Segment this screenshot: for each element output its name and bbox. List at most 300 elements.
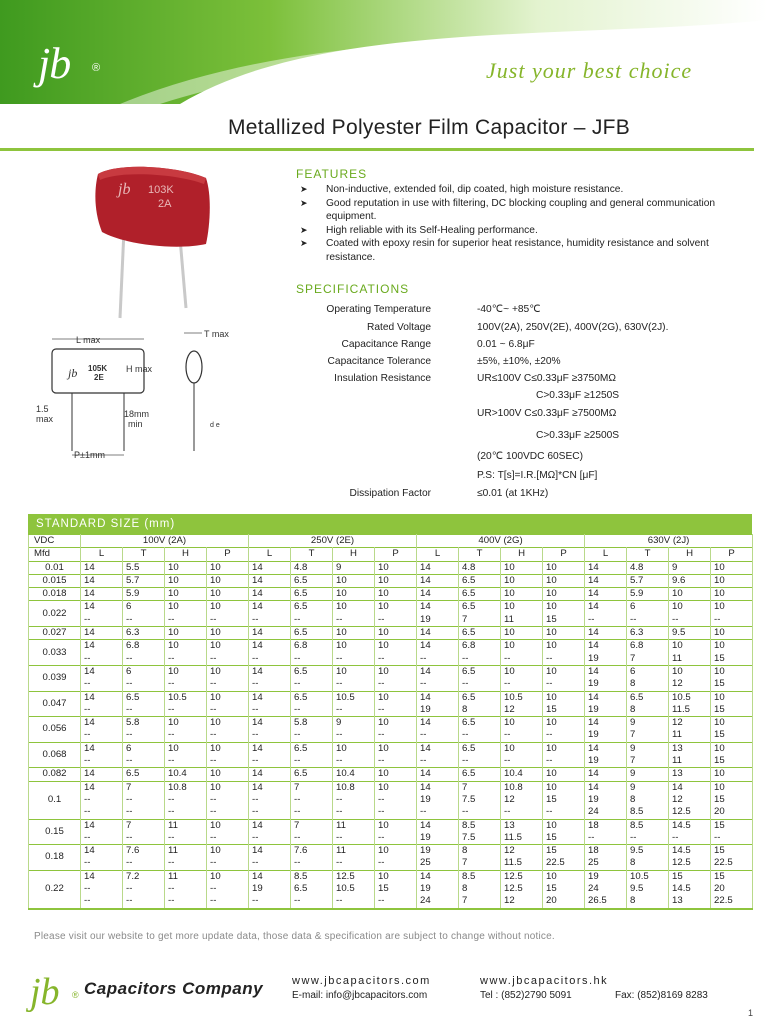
column-header: H bbox=[501, 548, 543, 561]
table-cell: 10 bbox=[375, 665, 417, 678]
table-cell: -- bbox=[333, 729, 375, 742]
table-cell: 9 bbox=[627, 781, 669, 794]
table-cell: 10 bbox=[165, 665, 207, 678]
table-cell: 6.5 bbox=[459, 717, 501, 730]
size-data-table bbox=[28, 534, 753, 910]
table-cell: 10.4 bbox=[501, 768, 543, 781]
table-cell: 6.5 bbox=[459, 691, 501, 704]
table-cell: -- bbox=[81, 729, 123, 742]
table-cell: -- bbox=[291, 729, 333, 742]
table-cell: 6.5 bbox=[291, 691, 333, 704]
capacitance-cell: 0.082 bbox=[29, 768, 81, 781]
table-cell: -- bbox=[165, 794, 207, 806]
table-cell: -- bbox=[585, 832, 627, 845]
table-cell: 6 bbox=[123, 601, 165, 614]
table-cell: 8.5 bbox=[627, 819, 669, 832]
table-cell: 14 bbox=[417, 601, 459, 614]
table-cell: 9.5 bbox=[627, 845, 669, 858]
table-cell: -- bbox=[627, 614, 669, 627]
table-cell: 14 bbox=[585, 717, 627, 730]
table-cell: 14.5 bbox=[669, 845, 711, 858]
table-cell: -- bbox=[711, 832, 753, 845]
table-cell: 10 bbox=[375, 845, 417, 858]
table-cell: 8.5 bbox=[627, 806, 669, 819]
table-cell: -- bbox=[543, 806, 585, 819]
table-cell: 10.4 bbox=[165, 768, 207, 781]
table-cell: 15 bbox=[543, 794, 585, 806]
table-cell: 14 bbox=[417, 640, 459, 653]
table-cell: -- bbox=[333, 895, 375, 908]
table-cell: 13 bbox=[669, 742, 711, 755]
table-cell: 10 bbox=[669, 588, 711, 601]
table-row bbox=[29, 768, 753, 781]
table-cell: 11 bbox=[669, 729, 711, 742]
table-row bbox=[29, 561, 753, 574]
table-cell: 10 bbox=[207, 845, 249, 858]
table-cell: -- bbox=[207, 653, 249, 666]
table-cell: 12.5 bbox=[669, 857, 711, 870]
table-cell: -- bbox=[249, 704, 291, 717]
table-cell: 22.5 bbox=[543, 857, 585, 870]
table-cell: 8 bbox=[459, 704, 501, 717]
table-cell: 6.5 bbox=[459, 742, 501, 755]
table-cell: 24 bbox=[585, 806, 627, 819]
table-cell: 12 bbox=[501, 845, 543, 858]
table-cell: 14 bbox=[417, 561, 459, 574]
table-cell: 9 bbox=[333, 561, 375, 574]
column-header: H bbox=[669, 548, 711, 561]
table-cell: 9 bbox=[627, 717, 669, 730]
table-cell: 4.8 bbox=[627, 561, 669, 574]
website-link-hk[interactable]: www.jbcapacitors.hk bbox=[480, 975, 609, 987]
table-cell: 10 bbox=[543, 768, 585, 781]
table-cell: 7 bbox=[291, 819, 333, 832]
table-cell: -- bbox=[81, 883, 123, 895]
table-cell: -- bbox=[543, 755, 585, 768]
table-cell: 14 bbox=[249, 627, 291, 640]
table-cell: 19 bbox=[417, 614, 459, 627]
table-cell: -- bbox=[459, 678, 501, 691]
table-cell: -- bbox=[501, 653, 543, 666]
capacitance-cell: 0.027 bbox=[29, 627, 81, 640]
table-cell: -- bbox=[375, 794, 417, 806]
table-cell: -- bbox=[417, 653, 459, 666]
table-cell: 19 bbox=[417, 845, 459, 858]
table-cell: 14 bbox=[81, 691, 123, 704]
table-cell: 14 bbox=[585, 665, 627, 678]
table-row bbox=[29, 806, 753, 819]
table-cell: 10.8 bbox=[333, 781, 375, 794]
table-cell: -- bbox=[543, 729, 585, 742]
table-cell: 24 bbox=[585, 883, 627, 895]
table-cell: 6.5 bbox=[291, 883, 333, 895]
table-cell: 14 bbox=[249, 781, 291, 794]
table-cell: 10 bbox=[165, 588, 207, 601]
spec-row-dissipation: Dissipation Factor ≤0.01 (at 1KHz) bbox=[349, 488, 549, 499]
table-cell: 4.8 bbox=[459, 561, 501, 574]
brand-logo: jb bbox=[38, 39, 71, 88]
column-header: T bbox=[627, 548, 669, 561]
table-cell: 4.8 bbox=[291, 561, 333, 574]
table-cell: 7.6 bbox=[291, 845, 333, 858]
table-cell: 10 bbox=[501, 717, 543, 730]
table-cell: 9 bbox=[669, 561, 711, 574]
capacitor-brand: jb bbox=[118, 181, 131, 198]
table-cell: 14 bbox=[81, 588, 123, 601]
table-cell: -- bbox=[501, 678, 543, 691]
capacitance-cell: 0.22 bbox=[29, 870, 81, 908]
table-cell: 8.5 bbox=[459, 819, 501, 832]
table-cell: 6 bbox=[627, 601, 669, 614]
table-cell: 10 bbox=[711, 742, 753, 755]
table-cell: 8 bbox=[627, 704, 669, 717]
table-cell: -- bbox=[291, 857, 333, 870]
capacitance-cell: 0.1 bbox=[29, 781, 81, 819]
table-cell: 14 bbox=[417, 870, 459, 883]
t-max-label: T max bbox=[204, 329, 229, 339]
table-cell: 14 bbox=[249, 691, 291, 704]
table-cell: 14 bbox=[417, 665, 459, 678]
table-cell: -- bbox=[123, 653, 165, 666]
table-cell: -- bbox=[123, 614, 165, 627]
table-cell: 9.5 bbox=[669, 627, 711, 640]
capacitor-code: 103K bbox=[148, 184, 174, 196]
table-cell: 11.5 bbox=[501, 857, 543, 870]
table-cell: -- bbox=[165, 704, 207, 717]
table-cell: -- bbox=[291, 832, 333, 845]
table-cell: 10 bbox=[333, 601, 375, 614]
spec-row-capacitance-range: Capacitance Range 0.01 ~ 6.8μF bbox=[341, 339, 535, 350]
table-cell: 10 bbox=[669, 601, 711, 614]
table-cell: -- bbox=[249, 729, 291, 742]
table-cell: -- bbox=[417, 755, 459, 768]
table-cell: 10 bbox=[375, 768, 417, 781]
table-cell: -- bbox=[207, 704, 249, 717]
table-cell: -- bbox=[123, 857, 165, 870]
capacitance-cell: 0.047 bbox=[29, 691, 81, 717]
table-cell: -- bbox=[249, 614, 291, 627]
table-cell: 10 bbox=[207, 561, 249, 574]
table-cell: 10 bbox=[333, 742, 375, 755]
table-row bbox=[29, 653, 753, 666]
table-cell: 10 bbox=[375, 781, 417, 794]
spec-row-tolerance: Capacitance Tolerance ±5%, ±10%, ±20% bbox=[327, 356, 561, 367]
table-cell: 15 bbox=[711, 704, 753, 717]
table-cell: 6.5 bbox=[291, 627, 333, 640]
table-cell: 10 bbox=[375, 627, 417, 640]
table-cell: 10 bbox=[375, 742, 417, 755]
table-cell: 10 bbox=[543, 574, 585, 587]
table-cell: 6.5 bbox=[291, 665, 333, 678]
table-cell: -- bbox=[291, 653, 333, 666]
table-cell: 10 bbox=[501, 588, 543, 601]
table-cell: -- bbox=[123, 832, 165, 845]
table-cell: 14 bbox=[417, 691, 459, 704]
table-cell: -- bbox=[501, 806, 543, 819]
table-cell: 10 bbox=[165, 561, 207, 574]
table-cell: 10 bbox=[207, 588, 249, 601]
table-cell: 10 bbox=[501, 665, 543, 678]
title-divider bbox=[0, 148, 754, 151]
table-cell: -- bbox=[333, 832, 375, 845]
table-cell: -- bbox=[333, 806, 375, 819]
table-cell: 14.5 bbox=[669, 883, 711, 895]
table-cell: 14 bbox=[81, 845, 123, 858]
table-cell: 12.5 bbox=[501, 883, 543, 895]
table-cell: 10.5 bbox=[165, 691, 207, 704]
table-cell: 14 bbox=[249, 845, 291, 858]
table-cell: 14 bbox=[417, 627, 459, 640]
voltage-header: 400V (2G) bbox=[417, 535, 585, 548]
table-cell: 10 bbox=[711, 717, 753, 730]
capacitance-cell: 0.022 bbox=[29, 601, 81, 627]
table-cell: 12 bbox=[669, 794, 711, 806]
table-cell: -- bbox=[81, 678, 123, 691]
table-cell: 10 bbox=[207, 640, 249, 653]
table-cell: 10.4 bbox=[333, 768, 375, 781]
table-cell: 15 bbox=[543, 883, 585, 895]
table-cell: 10 bbox=[333, 574, 375, 587]
table-cell: 11 bbox=[333, 819, 375, 832]
table-cell: 19 bbox=[585, 704, 627, 717]
table-cell: 7 bbox=[459, 895, 501, 908]
capacitance-cell: 0.15 bbox=[29, 819, 81, 845]
table-cell: 10 bbox=[375, 691, 417, 704]
footer-logo: jb bbox=[30, 971, 60, 1013]
table-cell: -- bbox=[123, 806, 165, 819]
voltage-header: 100V (2A) bbox=[81, 535, 249, 548]
table-cell: -- bbox=[207, 832, 249, 845]
table-cell: 10 bbox=[543, 561, 585, 574]
table-cell: -- bbox=[165, 895, 207, 908]
table-cell: -- bbox=[123, 704, 165, 717]
table-cell: 15 bbox=[543, 845, 585, 858]
table-cell: 14 bbox=[585, 640, 627, 653]
table-cell: 6.5 bbox=[291, 601, 333, 614]
table-cell: -- bbox=[249, 678, 291, 691]
table-cell: 10 bbox=[711, 640, 753, 653]
table-row bbox=[29, 883, 753, 895]
table-cell: 6.5 bbox=[459, 665, 501, 678]
voltage-header: 630V (2J) bbox=[585, 535, 753, 548]
table-cell: 10.8 bbox=[501, 781, 543, 794]
table-cell: -- bbox=[123, 729, 165, 742]
table-cell: 15 bbox=[543, 832, 585, 845]
table-cell: 10 bbox=[711, 781, 753, 794]
table-cell: -- bbox=[165, 755, 207, 768]
table-row bbox=[29, 742, 753, 755]
table-cell: 14 bbox=[249, 768, 291, 781]
table-cell: 10 bbox=[711, 665, 753, 678]
table-cell: -- bbox=[333, 614, 375, 627]
table-cell: 14 bbox=[417, 717, 459, 730]
bullet-arrow-icon: ➤ bbox=[300, 238, 308, 248]
table-cell: 10 bbox=[333, 588, 375, 601]
feature-item: ➤ Good reputation in use with filtering, DC blocking coupling and general communication equipment. bbox=[300, 197, 716, 222]
table-cell: 7 bbox=[627, 729, 669, 742]
lead-d-label: d e bbox=[210, 422, 220, 429]
table-cell: 10 bbox=[333, 627, 375, 640]
table-cell: 15 bbox=[711, 755, 753, 768]
column-header: P bbox=[711, 548, 753, 561]
table-cell: 10 bbox=[207, 601, 249, 614]
spec-row-test-condition: P.S: T[s]=I.R.[MΩ]*CN [μF] (20℃ 100VDC 60SEC) bbox=[477, 451, 598, 481]
table-cell: 14 bbox=[81, 574, 123, 587]
table-row bbox=[29, 704, 753, 717]
feature-item: ➤ Coated with epoxy resin for superior heat resistance, humidity resistance and solvent resistance. bbox=[300, 238, 709, 263]
table-cell: 10 bbox=[711, 561, 753, 574]
spec-row-insulation: Insulation Resistance UR≤100V C≤0.33μF ≥3750MΩ bbox=[334, 373, 616, 384]
table-cell: 10 bbox=[207, 627, 249, 640]
table-cell: 10 bbox=[543, 781, 585, 794]
table-cell: 10 bbox=[711, 691, 753, 704]
table-cell: 7 bbox=[459, 857, 501, 870]
table-cell: 25 bbox=[417, 857, 459, 870]
features-heading: FEATURES bbox=[296, 167, 368, 181]
table-cell: -- bbox=[165, 883, 207, 895]
column-header: T bbox=[123, 548, 165, 561]
table-cell: 10 bbox=[375, 870, 417, 883]
table-row bbox=[29, 691, 753, 704]
pitch-label: P±1mm bbox=[74, 450, 105, 460]
table-cell: 5.7 bbox=[123, 574, 165, 587]
table-cell: 11 bbox=[333, 845, 375, 858]
table-cell: -- bbox=[333, 857, 375, 870]
table-cell: 14 bbox=[585, 768, 627, 781]
table-cell: 15 bbox=[711, 678, 753, 691]
table-cell: -- bbox=[123, 678, 165, 691]
table-cell: 19 bbox=[585, 870, 627, 883]
table-cell: -- bbox=[81, 653, 123, 666]
table-cell: 5.9 bbox=[123, 588, 165, 601]
table-row bbox=[29, 627, 753, 640]
table-cell: 19 bbox=[249, 883, 291, 895]
table-cell: 18 bbox=[585, 819, 627, 832]
table-cell: 11 bbox=[165, 845, 207, 858]
table-cell: -- bbox=[249, 895, 291, 908]
table-cell: 14 bbox=[249, 742, 291, 755]
capacitance-cell: 0.015 bbox=[29, 574, 81, 587]
table-cell: 10 bbox=[207, 870, 249, 883]
table-cell: 6.8 bbox=[123, 640, 165, 653]
website-link-com[interactable]: www.jbcapacitors.com bbox=[292, 975, 431, 987]
table-cell: 14 bbox=[81, 819, 123, 832]
table-cell: -- bbox=[333, 755, 375, 768]
table-cell: 6 bbox=[123, 742, 165, 755]
table-cell: 10.5 bbox=[627, 870, 669, 883]
table-cell: -- bbox=[291, 704, 333, 717]
table-cell: 15 bbox=[711, 653, 753, 666]
table-cell: 7.6 bbox=[123, 845, 165, 858]
table-cell: 6.5 bbox=[459, 574, 501, 587]
table-row bbox=[29, 819, 753, 832]
table-cell: 14 bbox=[417, 588, 459, 601]
table-cell: 8 bbox=[627, 857, 669, 870]
column-header: P bbox=[207, 548, 249, 561]
table-cell: 6.5 bbox=[627, 691, 669, 704]
table-cell: 10 bbox=[501, 627, 543, 640]
table-cell: 10 bbox=[669, 665, 711, 678]
email-address[interactable]: E-mail: info@jbcapacitors.com bbox=[292, 990, 428, 1001]
footnote: Please visit our website to get more update data, those data & specification are subject to change without notice. bbox=[34, 931, 555, 942]
table-cell: 6.8 bbox=[291, 640, 333, 653]
table-cell: 10 bbox=[375, 819, 417, 832]
table-cell: -- bbox=[165, 614, 207, 627]
table-cell: 10 bbox=[543, 665, 585, 678]
lead-length-unit: min bbox=[128, 419, 143, 429]
table-cell: 6.5 bbox=[291, 574, 333, 587]
table-cell: 6.8 bbox=[459, 640, 501, 653]
table-cell: 15 bbox=[711, 870, 753, 883]
table-cell: -- bbox=[165, 832, 207, 845]
table-cell: -- bbox=[165, 729, 207, 742]
table-cell: 7.5 bbox=[459, 832, 501, 845]
table-cell: 10.5 bbox=[669, 691, 711, 704]
table-cell: -- bbox=[207, 678, 249, 691]
table-cell: 14 bbox=[585, 627, 627, 640]
table-row bbox=[29, 832, 753, 845]
drawing-voltage: 2E bbox=[94, 373, 104, 382]
table-cell: 13 bbox=[501, 819, 543, 832]
table-cell: 10 bbox=[711, 588, 753, 601]
table-cell: 14 bbox=[81, 640, 123, 653]
table-cell: 14 bbox=[585, 588, 627, 601]
table-cell: -- bbox=[291, 794, 333, 806]
page-number: 1 bbox=[748, 1008, 754, 1018]
table-cell: 10 bbox=[543, 691, 585, 704]
table-cell: -- bbox=[165, 806, 207, 819]
table-cell: 22.5 bbox=[711, 895, 753, 908]
bullet-arrow-icon: ➤ bbox=[300, 197, 308, 208]
column-header: L bbox=[417, 548, 459, 561]
table-cell: 10 bbox=[333, 640, 375, 653]
table-cell: 6.5 bbox=[291, 588, 333, 601]
table-cell: -- bbox=[501, 729, 543, 742]
table-cell: 13 bbox=[669, 895, 711, 908]
table-row bbox=[29, 614, 753, 627]
feature-item: ➤ Non-inductive, extended foil, dip coated, high moisture resistance. bbox=[300, 184, 624, 195]
table-cell: 25 bbox=[585, 857, 627, 870]
table-cell: 11 bbox=[669, 755, 711, 768]
table-cell: -- bbox=[291, 806, 333, 819]
table-cell: 10 bbox=[711, 768, 753, 781]
vdc-label: VDC bbox=[29, 535, 81, 548]
mfd-label: Mfd bbox=[29, 548, 81, 561]
table-cell: 19 bbox=[585, 794, 627, 806]
capacitor-voltage: 2A bbox=[158, 198, 172, 210]
lead-length-label: 18mm bbox=[124, 409, 150, 419]
table-cell: 10 bbox=[207, 781, 249, 794]
table-cell: -- bbox=[81, 857, 123, 870]
table-cell: 12 bbox=[669, 678, 711, 691]
table-cell: 7 bbox=[459, 781, 501, 794]
table-cell: -- bbox=[333, 794, 375, 806]
table-cell: 6.5 bbox=[459, 627, 501, 640]
table-cell: 6.5 bbox=[123, 691, 165, 704]
table-cell: 18 bbox=[585, 845, 627, 858]
table-cell: -- bbox=[249, 857, 291, 870]
table-cell: -- bbox=[207, 895, 249, 908]
table-row bbox=[29, 845, 753, 858]
table-cell: 10 bbox=[711, 627, 753, 640]
table-cell: -- bbox=[375, 678, 417, 691]
table-cell: -- bbox=[81, 794, 123, 806]
table-cell: 15 bbox=[543, 704, 585, 717]
table-cell: 14 bbox=[249, 870, 291, 883]
table-cell: 14 bbox=[249, 640, 291, 653]
company-name: Capacitors Company bbox=[84, 979, 264, 998]
table-cell: 10 bbox=[543, 742, 585, 755]
